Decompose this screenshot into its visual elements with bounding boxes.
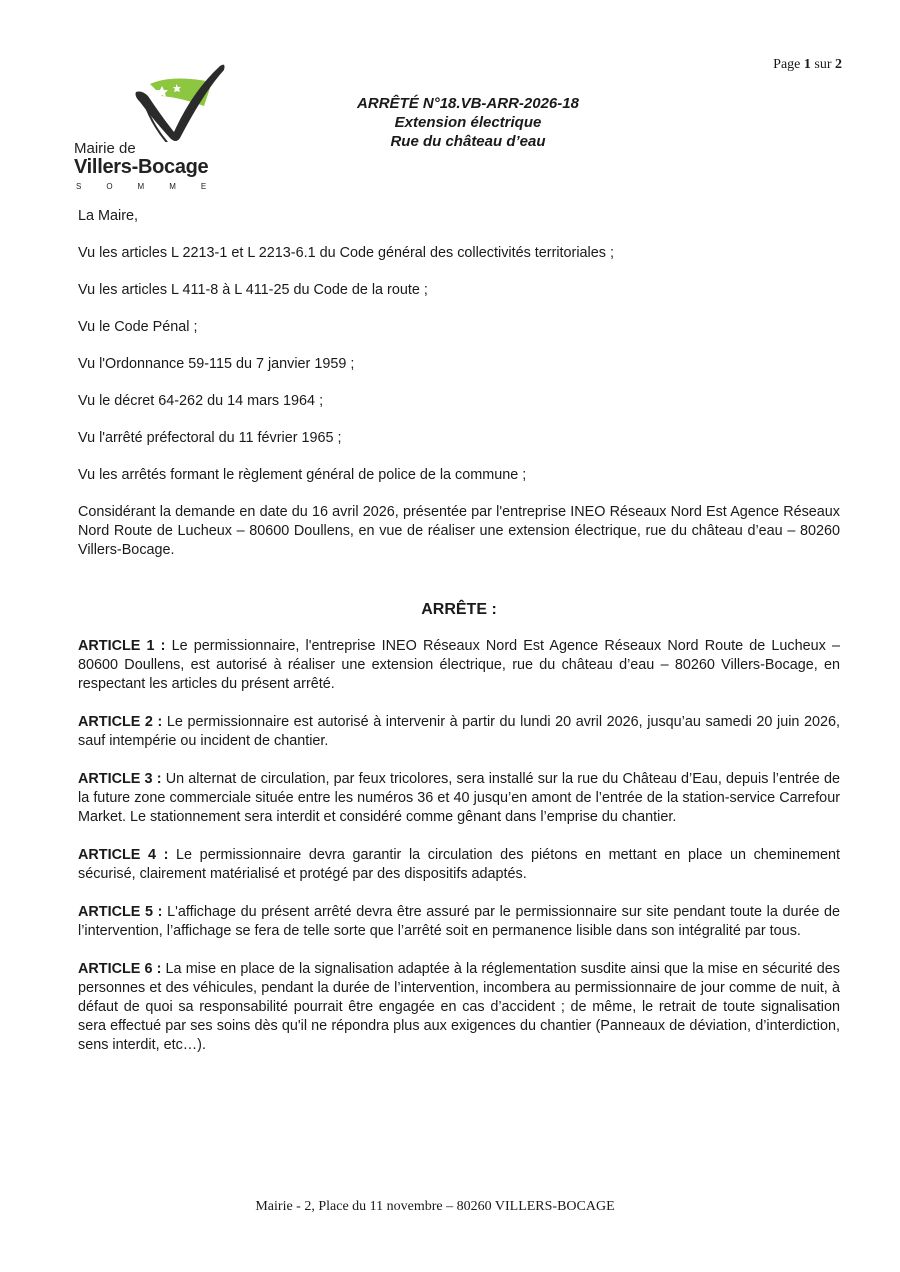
- vu-line: Vu l'arrêté préfectoral du 11 février 1965 ;: [78, 430, 342, 446]
- considerant-paragraph: Considérant la demande en date du 16 avril 2026, présentée par l'entreprise INEO Réseaux Nord Est Agence Réseaux Nord Route de Lucheux – 80600 Doullens, en vue de réaliser une extension électrique, rue du château d’eau – 80260 Villers-Bocage.: [78, 504, 840, 558]
- page-footer: Mairie - 2, Place du 11 novembre – 80260 VILLERS-BOCAGE: [255, 1199, 615, 1214]
- vu-line: Vu les arrêtés formant le règlement général de police de la commune ;: [78, 467, 527, 483]
- checkmark-logo-icon: [132, 62, 232, 142]
- title-subject: Extension électrique: [394, 114, 542, 131]
- page-current: 1: [803, 57, 811, 72]
- logo-line-town: Villers-Bocage: [74, 156, 209, 178]
- document-title: [318, 94, 618, 151]
- logo-line-department: SOMME: [76, 182, 232, 191]
- vu-line: Vu les articles L 2213-1 et L 2213-6.1 du Code général des collectivités territoriales ;: [78, 245, 614, 261]
- article-text: L'affichage du présent arrêté devra être assuré par le permissionnaire sur site pendant toute la durée de l’intervention, l’affichage se fera de telle sorte que l’arrêté soit en permanence lisible dans son intégralité par tous.: [78, 904, 840, 939]
- article-4: [78, 846, 840, 884]
- article-6: [78, 960, 840, 1055]
- article-label: ARTICLE 2 :: [78, 714, 163, 730]
- page-total: 2: [835, 57, 842, 72]
- article-text: Le permissionnaire, l'entreprise INEO Réseaux Nord Est Agence Réseaux Nord Route de Lucheux – 80600 Doullens, est autorisé à réaliser une extension électrique, rue du château d’eau – 80260 Villers-Bocage, en respectant les articles du présent arrêté.: [78, 638, 840, 692]
- article-3: [78, 770, 840, 827]
- vu-line: Vu les articles L 411-8 à L 411-25 du Code de la route ;: [78, 282, 428, 298]
- page-separator: sur: [814, 57, 832, 72]
- title-number: ARRÊTÉ N°18.VB-ARR-2026-18: [357, 95, 579, 112]
- mairie-logo: [74, 62, 234, 197]
- article-label: ARTICLE 4 :: [78, 847, 169, 863]
- intro-line: La Maire,: [78, 208, 138, 224]
- article-1: [78, 637, 840, 694]
- vu-line: Vu le décret 64-262 du 14 mars 1964 ;: [78, 393, 324, 409]
- title-location: Rue du château d’eau: [390, 133, 546, 150]
- logo-line-mairie: Mairie de: [74, 140, 136, 157]
- article-text: La mise en place de la signalisation adaptée à la réglementation susdite ainsi que la mise en sécurité des personnes et des véhicules, pendant la durée de l’intervention, incombera au permissionnaire de jour comme de nuit, à défaut de quoi sa responsabilité pourrait être engagée en cas d’accident ; de même, le retrait de toute signalisation sera effectué par ses soins dès qu'il ne répondra plus aux exigences du chantier (Panneaux de déviation, d’interdiction, sens interdit, etc…).: [78, 961, 840, 1053]
- page-label: Page: [773, 57, 801, 72]
- document-body: [78, 207, 840, 1074]
- article-2: [78, 713, 840, 751]
- article-text: Le permissionnaire devra garantir la circulation des piétons en mettant en place un cheminement sécurisé, clairement matérialisé et protégé par des dispositifs adaptés.: [78, 847, 840, 882]
- article-label: ARTICLE 3 :: [78, 771, 162, 787]
- article-5: [78, 903, 840, 941]
- article-label: ARTICLE 5 :: [78, 904, 163, 920]
- arrete-heading: ARRÊTE :: [421, 601, 497, 618]
- page-number: [773, 57, 842, 73]
- article-label: ARTICLE 6 :: [78, 961, 162, 977]
- vu-line: Vu l'Ordonnance 59-115 du 7 janvier 1959 ;: [78, 356, 355, 372]
- article-label: ARTICLE 1 :: [78, 638, 166, 654]
- article-text: Un alternat de circulation, par feux tricolores, sera installé sur la rue du Château d’Eau, depuis l’entrée de la future zone commerciale située entre les numéros 36 et 40 jusqu’en amont de l’entrée de la station-service Carrefour Market. Le stationnement sera interdit et considéré comme gênant dans l’emprise du chantier.: [78, 771, 841, 825]
- vu-line: Vu le Code Pénal ;: [78, 319, 198, 335]
- article-text: Le permissionnaire est autorisé à intervenir à partir du lundi 20 avril 2026, jusqu’au samedi 20 juin 2026, sauf intempérie ou incident de chantier.: [78, 714, 841, 749]
